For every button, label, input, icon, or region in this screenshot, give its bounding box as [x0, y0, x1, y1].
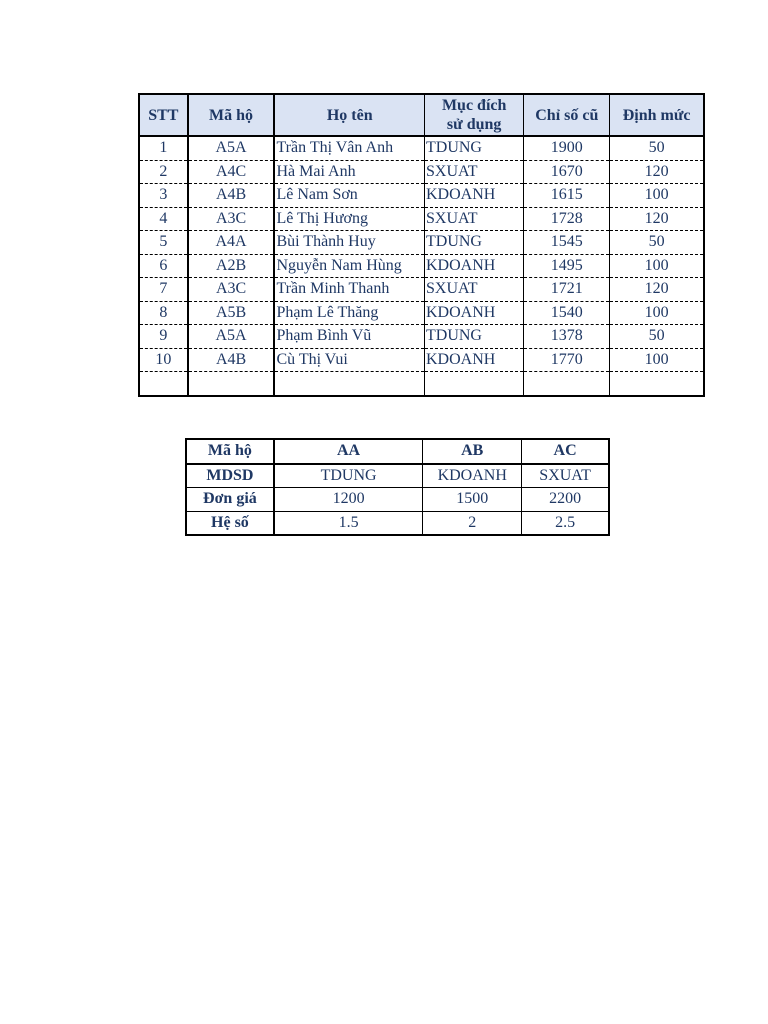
- cell-dinh-muc: 120: [610, 207, 704, 231]
- cell-ho-ten: Phạm Bình Vũ: [274, 325, 424, 349]
- cell-stt: 7: [139, 278, 188, 302]
- cell-mdsd: TDUNG: [424, 136, 523, 160]
- cell-dinh-muc: 120: [610, 278, 704, 302]
- cell-empty: [424, 372, 523, 396]
- cell-ma-ho: A5A: [188, 136, 275, 160]
- cell-ma-ho: A5B: [188, 301, 275, 325]
- cell-ho-ten: Nguyễn Nam Hùng: [274, 254, 424, 278]
- cell-ho-ten: Hà Mai Anh: [274, 160, 424, 184]
- cell-dinh-muc: 100: [610, 184, 704, 208]
- cell-dinh-muc: 50: [610, 231, 704, 255]
- cell-ma-ho: A4A: [188, 231, 275, 255]
- header-ho-ten: Họ tên: [274, 94, 424, 136]
- cell-stt: 1: [139, 136, 188, 160]
- lookup-row-he-so: [186, 511, 609, 535]
- cell-chi-so-cu: 1670: [524, 160, 610, 184]
- cell-dinh-muc: 50: [610, 325, 704, 349]
- lookup-label-mdsd: MDSD: [186, 464, 274, 488]
- header-chi-so-cu: Chỉ số cũ: [524, 94, 610, 136]
- table-row: [139, 207, 704, 231]
- header-stt: STT: [139, 94, 188, 136]
- cell-stt: 8: [139, 301, 188, 325]
- cell-dinh-muc: 50: [610, 136, 704, 160]
- lookup-code-ab: AB: [423, 439, 522, 464]
- lookup-cell: 1200: [274, 488, 423, 512]
- table-row: [139, 160, 704, 184]
- cell-ma-ho: A4B: [188, 348, 275, 372]
- header-row: [139, 94, 704, 136]
- header-muc-dich-line1: Mục đích: [441, 97, 507, 114]
- lookup-label-he-so: Hệ số: [186, 511, 274, 535]
- lookup-label-ma-ho: Mã hộ: [186, 439, 274, 464]
- cell-stt: 3: [139, 184, 188, 208]
- lookup-row-don-gia: [186, 488, 609, 512]
- cell-dinh-muc: 120: [610, 160, 704, 184]
- cell-empty: [188, 372, 275, 396]
- header-dinh-muc: Định mức: [610, 94, 704, 136]
- cell-dinh-muc: 100: [610, 348, 704, 372]
- table-row: [139, 278, 704, 302]
- cell-empty: [524, 372, 610, 396]
- lookup-cell: 2200: [522, 488, 609, 512]
- cell-ma-ho: A3C: [188, 278, 275, 302]
- cell-stt: 10: [139, 348, 188, 372]
- cell-mdsd: KDOANH: [424, 301, 523, 325]
- header-muc-dich-line2: sử dụng: [446, 116, 502, 133]
- cell-chi-so-cu: 1615: [524, 184, 610, 208]
- cell-mdsd: TDUNG: [424, 325, 523, 349]
- cell-mdsd: SXUAT: [424, 160, 523, 184]
- cell-chi-so-cu: 1721: [524, 278, 610, 302]
- lookup-cell: KDOANH: [423, 464, 522, 488]
- lookup-cell: 2: [423, 511, 522, 535]
- lookup-cell: SXUAT: [522, 464, 609, 488]
- cell-mdsd: KDOANH: [424, 348, 523, 372]
- cell-ho-ten: Lê Thị Hương: [274, 207, 424, 231]
- table-row: [139, 231, 704, 255]
- cell-chi-so-cu: 1495: [524, 254, 610, 278]
- cell-ho-ten: Bùi Thành Huy: [274, 231, 424, 255]
- lookup-cell: 2.5: [522, 511, 609, 535]
- cell-stt: 4: [139, 207, 188, 231]
- cell-ma-ho: A3C: [188, 207, 275, 231]
- cell-mdsd: KDOANH: [424, 254, 523, 278]
- cell-ho-ten: Cù Thị Vui: [274, 348, 424, 372]
- cell-stt: 6: [139, 254, 188, 278]
- cell-mdsd: SXUAT: [424, 278, 523, 302]
- cell-ho-ten: Lê Nam Sơn: [274, 184, 424, 208]
- cell-empty: [139, 372, 188, 396]
- lookup-cell: 1.5: [274, 511, 423, 535]
- cell-ho-ten: Phạm Lê Thăng: [274, 301, 424, 325]
- rate-lookup-table: [185, 438, 610, 536]
- lookup-label-don-gia: Đơn giá: [186, 488, 274, 512]
- cell-stt: 2: [139, 160, 188, 184]
- table-row: [139, 301, 704, 325]
- cell-chi-so-cu: 1545: [524, 231, 610, 255]
- lookup-code-aa: AA: [274, 439, 423, 464]
- cell-mdsd: SXUAT: [424, 207, 523, 231]
- table-row: [139, 325, 704, 349]
- cell-dinh-muc: 100: [610, 301, 704, 325]
- cell-ho-ten: Trần Minh Thanh: [274, 278, 424, 302]
- lookup-row-ma-ho: [186, 439, 609, 464]
- cell-ma-ho: A5A: [188, 325, 275, 349]
- cell-stt: 5: [139, 231, 188, 255]
- cell-stt: 9: [139, 325, 188, 349]
- table-row: [139, 184, 704, 208]
- cell-mdsd: KDOANH: [424, 184, 523, 208]
- table-row-empty: [139, 372, 704, 396]
- lookup-row-mdsd: [186, 464, 609, 488]
- cell-empty: [610, 372, 704, 396]
- header-muc-dich: [424, 94, 523, 136]
- table-row: [139, 136, 704, 160]
- lookup-cell: 1500: [423, 488, 522, 512]
- household-table: [138, 93, 705, 397]
- cell-chi-so-cu: 1378: [524, 325, 610, 349]
- cell-chi-so-cu: 1540: [524, 301, 610, 325]
- cell-chi-so-cu: 1770: [524, 348, 610, 372]
- lookup-cell: TDUNG: [274, 464, 423, 488]
- cell-ma-ho: A4B: [188, 184, 275, 208]
- table-row: [139, 254, 704, 278]
- cell-empty: [274, 372, 424, 396]
- cell-chi-so-cu: 1728: [524, 207, 610, 231]
- cell-chi-so-cu: 1900: [524, 136, 610, 160]
- cell-ma-ho: A4C: [188, 160, 275, 184]
- cell-ma-ho: A2B: [188, 254, 275, 278]
- cell-dinh-muc: 100: [610, 254, 704, 278]
- cell-ho-ten: Trần Thị Vân Anh: [274, 136, 424, 160]
- table-row: [139, 348, 704, 372]
- header-ma-ho: Mã hộ: [188, 94, 275, 136]
- cell-mdsd: TDUNG: [424, 231, 523, 255]
- lookup-code-ac: AC: [522, 439, 609, 464]
